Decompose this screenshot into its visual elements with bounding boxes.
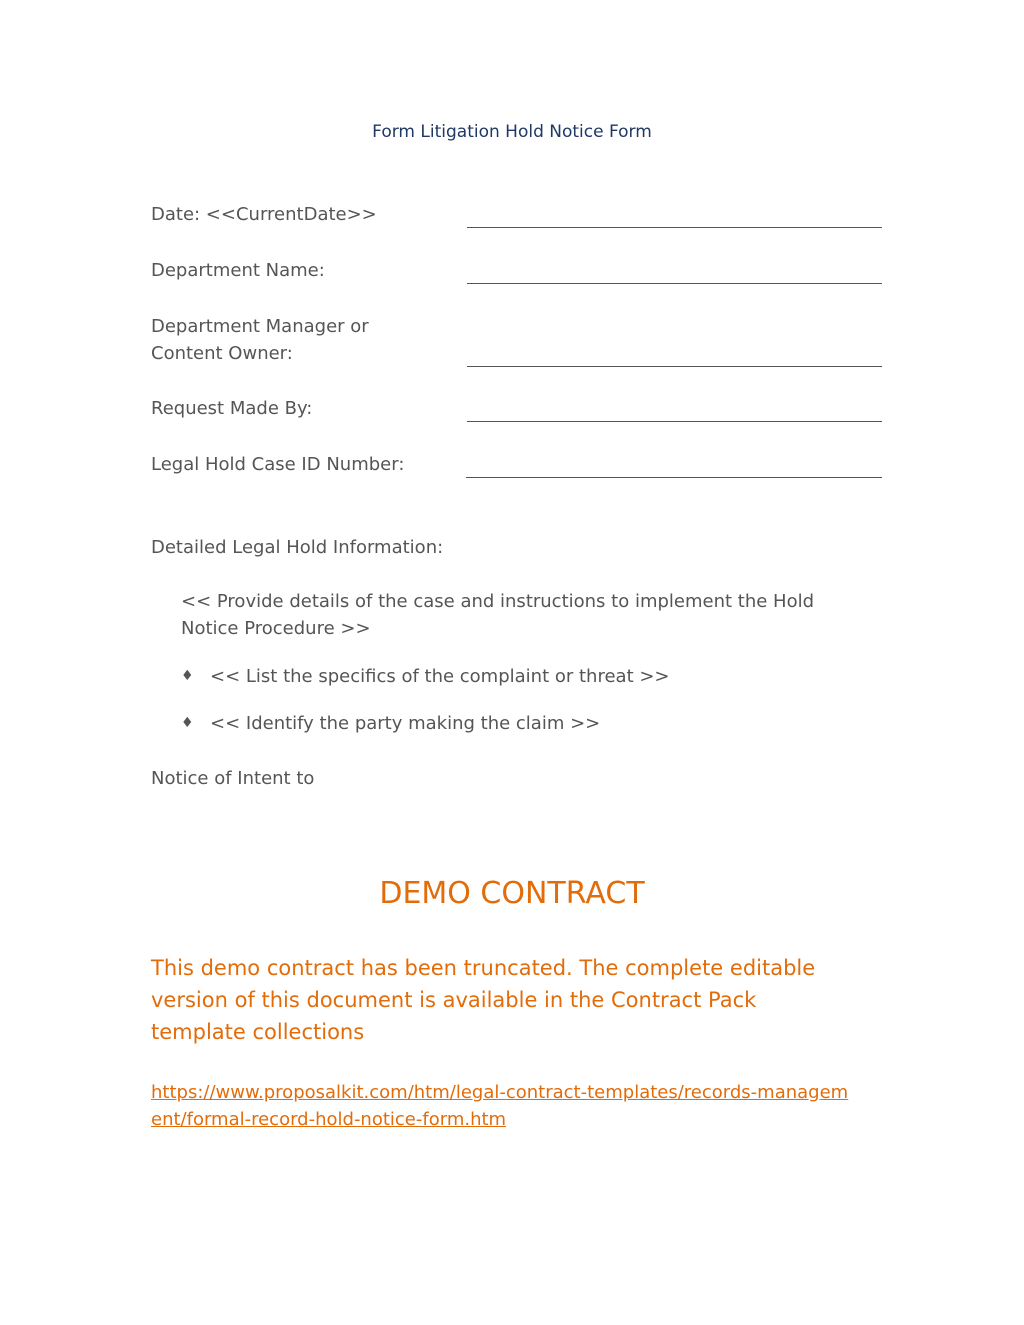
case-id-label: Legal Hold Case ID Number:: [151, 454, 405, 475]
list-item-text: << List the specifics of the complaint or threat >>: [210, 666, 670, 687]
demo-notice-text: This demo contract has been truncated. The complete editable version of this document is available in the Contract Pack template collections: [151, 956, 816, 1044]
request-made-by-field[interactable]: [467, 421, 882, 422]
document-title: Form Litigation Hold Notice Form: [372, 122, 652, 142]
diamond-bullet-icon: ♦: [181, 668, 194, 684]
request-made-by-label: Request Made By:: [151, 398, 313, 419]
notice-of-intent-text: Notice of Intent to: [151, 768, 315, 789]
department-name-label: Department Name:: [151, 260, 325, 281]
diamond-bullet-icon: ♦: [181, 715, 194, 731]
department-name-field[interactable]: [467, 283, 882, 284]
department-manager-field[interactable]: [467, 366, 882, 367]
details-heading: Detailed Legal Hold Information:: [151, 537, 444, 558]
instructions-text: << Provide details of the case and instructions to implement the Hold Notice Procedure >>: [181, 591, 815, 639]
list-item-text: << Identify the party making the claim >>: [210, 713, 601, 734]
case-id-field[interactable]: [466, 477, 882, 478]
demo-contract-title: DEMO CONTRACT: [379, 876, 645, 911]
date-field[interactable]: [467, 227, 882, 228]
date-label: Date: <<CurrentDate>>: [151, 204, 377, 225]
department-manager-label: Department Manager or Content Owner:: [151, 316, 369, 364]
contract-pack-link[interactable]: https://www.proposalkit.com/htm/legal-contract-templates/records-management/formal-record-hold-notice-form.htm: [151, 1082, 849, 1130]
